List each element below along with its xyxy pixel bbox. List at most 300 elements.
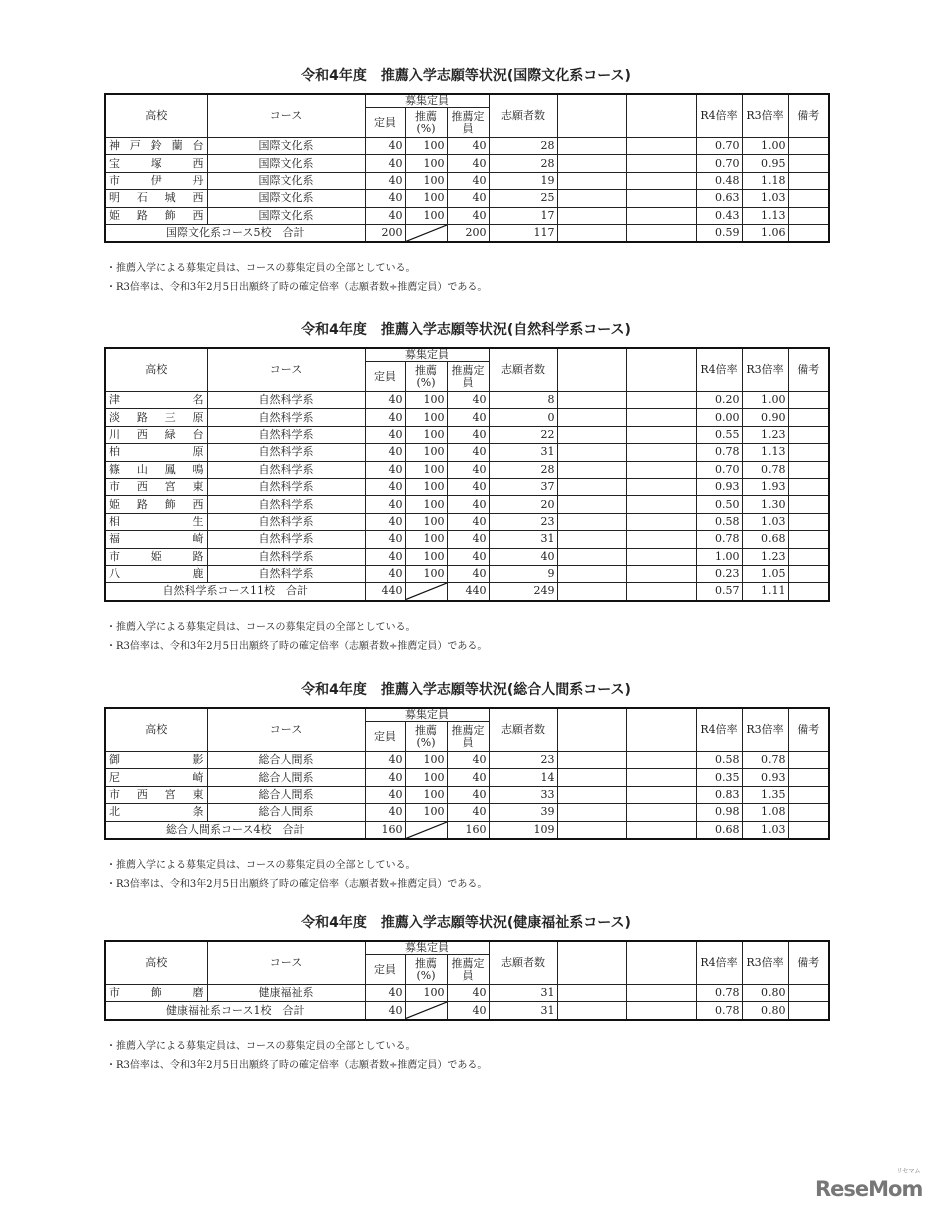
value-cell: 40 (365, 786, 405, 803)
notes-cell (788, 461, 829, 478)
course: 自然科学系 (207, 444, 365, 461)
blank-cell (557, 769, 626, 786)
table-row (105, 207, 829, 224)
value-cell: 100 (405, 392, 447, 409)
school-name-text: 福崎 (109, 532, 204, 546)
value-cell: 40 (365, 513, 405, 530)
value-cell: 100 (405, 531, 447, 548)
blank-cell (557, 531, 626, 548)
value-cell: 100 (405, 496, 447, 513)
header-suisen-teiin: 推薦定員 (447, 108, 489, 138)
total-label: 健康福祉系コース1校 合計 (105, 1002, 365, 1020)
r4-ratio: 0.58 (696, 752, 742, 769)
total-applicants: 31 (489, 1002, 557, 1020)
table-title: 令和4年度 推薦入学志願等状況(国際文化系コース) (301, 68, 631, 84)
r3-ratio: 0.68 (742, 531, 788, 548)
footnote: ・推薦入学による募集定員は、コースの募集定員の全部としている。 (106, 860, 416, 871)
table-row (105, 461, 829, 478)
notes-cell (788, 821, 829, 839)
table-row (105, 138, 829, 155)
school-name (105, 769, 207, 786)
value-cell: 100 (405, 478, 447, 495)
blank-cell (626, 496, 696, 513)
total-suisen-teiin: 200 (447, 224, 489, 242)
r3-ratio: 1.93 (742, 478, 788, 495)
header-boshu: 募集定員 (365, 941, 489, 955)
blank-cell (557, 786, 626, 803)
notes-cell (788, 444, 829, 461)
blank-cell (557, 565, 626, 582)
course: 国際文化系 (207, 138, 365, 155)
school-name (105, 804, 207, 821)
header-boshu: 募集定員 (365, 708, 489, 722)
value-cell: 40 (365, 804, 405, 821)
value-cell: 39 (489, 804, 557, 821)
blank-cell (557, 1002, 626, 1020)
blank-cell (626, 548, 696, 565)
total-row (105, 583, 829, 601)
r4-ratio: 0.48 (696, 172, 742, 189)
value-cell: 100 (405, 138, 447, 155)
footnote: ・R3倍率は、令和3年2月5日出願終了時の確定倍率（志願者数÷推薦定員）である。 (106, 1059, 488, 1071)
value-cell: 25 (489, 190, 557, 207)
school-name (105, 392, 207, 409)
notes-cell (788, 426, 829, 443)
notes-cell (788, 531, 829, 548)
school-name-text: 市姫路 (109, 549, 204, 563)
section-sogo (104, 682, 828, 890)
footnote: ・R3倍率は、令和3年2月5日出願終了時の確定倍率（志願者数÷推薦定員）である。 (106, 879, 488, 890)
blank-cell (626, 426, 696, 443)
notes-cell (788, 190, 829, 207)
r3-ratio: 0.90 (742, 409, 788, 426)
blank-cell (626, 392, 696, 409)
header-r4: R4倍率 (696, 94, 742, 138)
r3-ratio: 1.18 (742, 172, 788, 189)
blank-cell (557, 172, 626, 189)
r4-ratio: 0.70 (696, 155, 742, 172)
r3-ratio: 0.80 (742, 985, 788, 1002)
value-cell: 40 (365, 392, 405, 409)
notes-cell (788, 804, 829, 821)
notes-cell (788, 565, 829, 582)
value-cell: 40 (447, 207, 489, 224)
value-cell: 100 (405, 207, 447, 224)
r3-ratio: 1.03 (742, 190, 788, 207)
notes-cell (788, 496, 829, 513)
footnotes (106, 618, 487, 656)
value-cell: 40 (447, 769, 489, 786)
r3-ratio: 1.23 (742, 548, 788, 565)
school-name (105, 531, 207, 548)
school-name (105, 496, 207, 513)
value-cell: 40 (365, 190, 405, 207)
r3-ratio: 0.78 (742, 752, 788, 769)
course: 総合人間系 (207, 769, 365, 786)
application-table (104, 707, 830, 840)
value-cell: 20 (489, 496, 557, 513)
value-cell: 40 (365, 426, 405, 443)
blank-cell (557, 804, 626, 821)
blank-cell (557, 821, 626, 839)
r4-ratio: 0.98 (696, 804, 742, 821)
total-label: 総合人間系コース4校 合計 (105, 821, 365, 839)
course: 国際文化系 (207, 207, 365, 224)
table-title: 令和4年度 推薦入学志願等状況(自然科学系コース) (301, 322, 631, 338)
school-name-text: 市伊丹 (109, 173, 204, 187)
r4-ratio: 0.23 (696, 565, 742, 582)
course: 自然科学系 (207, 426, 365, 443)
header-boshu: 募集定員 (365, 94, 489, 108)
blank-cell (626, 461, 696, 478)
course: 自然科学系 (207, 409, 365, 426)
value-cell: 40 (447, 409, 489, 426)
header-r3: R3倍率 (742, 348, 788, 392)
value-cell: 40 (447, 478, 489, 495)
total-r3: 1.03 (742, 821, 788, 839)
value-cell: 40 (365, 207, 405, 224)
value-cell: 14 (489, 769, 557, 786)
footnotes (106, 1037, 487, 1075)
school-name (105, 190, 207, 207)
school-name (105, 426, 207, 443)
footnote: ・推薦入学による募集定員は、コースの募集定員の全部としている。 (106, 263, 416, 275)
school-name (105, 565, 207, 582)
blank-cell (557, 409, 626, 426)
value-cell: 100 (405, 752, 447, 769)
footnote: ・R3倍率は、令和3年2月5日出願終了時の確定倍率（志願者数÷推薦定員）である。 (106, 640, 488, 652)
value-cell: 40 (447, 531, 489, 548)
course: 自然科学系 (207, 392, 365, 409)
notes-cell (788, 548, 829, 565)
value-cell: 28 (489, 461, 557, 478)
diagonal-slash (405, 583, 447, 601)
footnotes (106, 856, 487, 894)
section-shizen (104, 322, 828, 652)
school-name-text: 八鹿 (109, 567, 204, 581)
total-r4: 0.59 (696, 224, 742, 242)
r4-ratio: 1.00 (696, 548, 742, 565)
watermark-text: ReseMom (815, 1177, 923, 1201)
course: 総合人間系 (207, 752, 365, 769)
value-cell: 100 (405, 786, 447, 803)
r3-ratio: 0.95 (742, 155, 788, 172)
table-row (105, 565, 829, 582)
value-cell: 40 (365, 496, 405, 513)
value-cell: 40 (447, 496, 489, 513)
blank-cell (557, 392, 626, 409)
header-r4: R4倍率 (696, 708, 742, 752)
blank-cell (557, 478, 626, 495)
value-cell: 100 (405, 190, 447, 207)
notes-cell (788, 172, 829, 189)
total-label: 自然科学系コース11校 合計 (105, 583, 365, 601)
value-cell: 31 (489, 531, 557, 548)
table-title: 令和4年度 推薦入学志願等状況(健康福祉系コース) (301, 915, 631, 931)
total-applicants: 117 (489, 224, 557, 242)
value-cell: 40 (447, 392, 489, 409)
table-row (105, 804, 829, 821)
school-name-text: 市西宮東 (109, 787, 204, 801)
diagonal-slash (405, 821, 447, 839)
header-teiin: 定員 (365, 108, 405, 138)
r3-ratio: 1.30 (742, 496, 788, 513)
table-row (105, 513, 829, 530)
value-cell: 100 (405, 426, 447, 443)
header-school: 高校 (105, 94, 207, 138)
header-r3: R3倍率 (742, 94, 788, 138)
blank-cell (626, 348, 696, 392)
blank-cell (626, 444, 696, 461)
notes-cell (788, 224, 829, 242)
blank-cell (626, 94, 696, 138)
value-cell: 100 (405, 565, 447, 582)
value-cell: 37 (489, 478, 557, 495)
r4-ratio: 0.70 (696, 138, 742, 155)
value-cell: 40 (447, 513, 489, 530)
school-name (105, 172, 207, 189)
diagonal-slash (405, 224, 447, 242)
blank-cell (557, 752, 626, 769)
course: 国際文化系 (207, 190, 365, 207)
notes-cell (788, 786, 829, 803)
table-row (105, 409, 829, 426)
school-name (105, 985, 207, 1002)
r4-ratio: 0.58 (696, 513, 742, 530)
blank-cell (557, 224, 626, 242)
table-title: 令和4年度 推薦入学志願等状況(総合人間系コース) (301, 682, 631, 698)
table-row (105, 190, 829, 207)
total-r4: 0.68 (696, 821, 742, 839)
total-r3: 0.80 (742, 1002, 788, 1020)
value-cell: 33 (489, 786, 557, 803)
value-cell: 31 (489, 444, 557, 461)
blank-cell (626, 172, 696, 189)
value-cell: 40 (447, 548, 489, 565)
school-name-text: 宝塚西 (109, 156, 204, 170)
value-cell: 100 (405, 513, 447, 530)
value-cell: 40 (447, 138, 489, 155)
header-applicants: 志願者数 (489, 708, 557, 752)
course: 総合人間系 (207, 804, 365, 821)
blank-cell (557, 985, 626, 1002)
header-suisen-pct: 推薦(%) (405, 955, 447, 985)
value-cell: 40 (447, 461, 489, 478)
value-cell: 40 (447, 786, 489, 803)
r3-ratio: 1.13 (742, 207, 788, 224)
header-r4: R4倍率 (696, 941, 742, 985)
school-name-text: 市西宮東 (109, 480, 204, 494)
r4-ratio: 0.63 (696, 190, 742, 207)
blank-cell (626, 565, 696, 582)
blank-cell (557, 548, 626, 565)
header-suisen-pct: 推薦(%) (405, 108, 447, 138)
notes-cell (788, 769, 829, 786)
blank-cell (557, 461, 626, 478)
blank-cell (557, 708, 626, 752)
footnote: ・R3倍率は、令和3年2月5日出願終了時の確定倍率（志願者数÷推薦定員）である。 (106, 282, 488, 294)
table-row (105, 478, 829, 495)
footnote: ・推薦入学による募集定員は、コースの募集定員の全部としている。 (106, 1040, 416, 1052)
r4-ratio: 0.93 (696, 478, 742, 495)
notes-cell (788, 207, 829, 224)
table-row (105, 172, 829, 189)
course: 自然科学系 (207, 513, 365, 530)
school-name (105, 461, 207, 478)
header-school: 高校 (105, 348, 207, 392)
application-table (104, 940, 830, 1021)
blank-cell (626, 1002, 696, 1020)
blank-cell (557, 583, 626, 601)
header-notes: 備考 (788, 94, 829, 138)
r4-ratio: 0.35 (696, 769, 742, 786)
r3-ratio: 1.08 (742, 804, 788, 821)
value-cell: 40 (365, 444, 405, 461)
blank-cell (557, 426, 626, 443)
header-notes: 備考 (788, 941, 829, 985)
notes-cell (788, 155, 829, 172)
r3-ratio: 0.93 (742, 769, 788, 786)
notes-cell (788, 752, 829, 769)
table-row (105, 752, 829, 769)
blank-cell (626, 138, 696, 155)
school-name-text: 津名 (109, 393, 204, 407)
school-name (105, 138, 207, 155)
header-course: コース (207, 708, 365, 752)
notes-cell (788, 138, 829, 155)
r3-ratio: 1.05 (742, 565, 788, 582)
school-name (105, 548, 207, 565)
r3-ratio: 0.78 (742, 461, 788, 478)
blank-cell (626, 752, 696, 769)
value-cell: 31 (489, 985, 557, 1002)
blank-cell (626, 821, 696, 839)
table-row (105, 155, 829, 172)
school-name (105, 409, 207, 426)
total-teiin: 40 (365, 1002, 405, 1020)
blank-cell (626, 804, 696, 821)
header-suisen-pct: 推薦(%) (405, 362, 447, 392)
value-cell: 40 (447, 190, 489, 207)
total-row (105, 1002, 829, 1020)
table-row (105, 769, 829, 786)
diagonal-slash (405, 1002, 447, 1020)
total-row (105, 821, 829, 839)
header-teiin: 定員 (365, 955, 405, 985)
value-cell: 100 (405, 461, 447, 478)
value-cell: 100 (405, 548, 447, 565)
value-cell: 40 (447, 155, 489, 172)
blank-cell (626, 708, 696, 752)
value-cell: 28 (489, 155, 557, 172)
value-cell: 40 (365, 531, 405, 548)
header-suisen-teiin: 推薦定員 (447, 722, 489, 752)
course: 自然科学系 (207, 531, 365, 548)
header-r3: R3倍率 (742, 941, 788, 985)
total-suisen-teiin: 160 (447, 821, 489, 839)
value-cell: 40 (365, 155, 405, 172)
notes-cell (788, 513, 829, 530)
blank-cell (557, 496, 626, 513)
school-name-text: 姫路飾西 (109, 208, 204, 222)
table-row (105, 392, 829, 409)
footnotes (106, 259, 487, 297)
value-cell: 23 (489, 513, 557, 530)
course: 国際文化系 (207, 155, 365, 172)
r4-ratio: 0.70 (696, 461, 742, 478)
school-name (105, 752, 207, 769)
table-row (105, 426, 829, 443)
school-name-text: 川西緑台 (109, 427, 204, 441)
r3-ratio: 1.35 (742, 786, 788, 803)
table-row (105, 786, 829, 803)
r3-ratio: 1.13 (742, 444, 788, 461)
value-cell: 40 (447, 172, 489, 189)
header-teiin: 定員 (365, 362, 405, 392)
notes-cell (788, 583, 829, 601)
value-cell: 100 (405, 155, 447, 172)
blank-cell (557, 155, 626, 172)
header-boshu: 募集定員 (365, 348, 489, 362)
header-course: コース (207, 941, 365, 985)
value-cell: 40 (447, 985, 489, 1002)
header-school: 高校 (105, 941, 207, 985)
total-label: 国際文化系コース5校 合計 (105, 224, 365, 242)
blank-cell (626, 155, 696, 172)
blank-cell (626, 769, 696, 786)
course: 自然科学系 (207, 461, 365, 478)
total-teiin: 160 (365, 821, 405, 839)
value-cell: 19 (489, 172, 557, 189)
value-cell: 100 (405, 172, 447, 189)
notes-cell (788, 392, 829, 409)
blank-cell (557, 348, 626, 392)
total-teiin: 200 (365, 224, 405, 242)
header-teiin: 定員 (365, 722, 405, 752)
application-table (104, 347, 830, 602)
school-name-text: 篠山鳳鳴 (109, 462, 204, 476)
header-applicants: 志願者数 (489, 941, 557, 985)
blank-cell (626, 409, 696, 426)
course: 自然科学系 (207, 565, 365, 582)
value-cell: 100 (405, 769, 447, 786)
course: 自然科学系 (207, 548, 365, 565)
school-name-text: 神戸鈴蘭台 (109, 139, 204, 153)
header-notes: 備考 (788, 708, 829, 752)
total-r4: 0.57 (696, 583, 742, 601)
course: 自然科学系 (207, 478, 365, 495)
total-suisen-teiin: 440 (447, 583, 489, 601)
value-cell: 40 (365, 769, 405, 786)
course: 総合人間系 (207, 786, 365, 803)
blank-cell (626, 985, 696, 1002)
total-applicants: 109 (489, 821, 557, 839)
value-cell: 40 (365, 461, 405, 478)
value-cell: 40 (365, 985, 405, 1002)
notes-cell (788, 409, 829, 426)
school-name (105, 478, 207, 495)
school-name-text: 柏原 (109, 445, 204, 459)
table-row (105, 496, 829, 513)
header-applicants: 志願者数 (489, 348, 557, 392)
value-cell: 40 (447, 426, 489, 443)
header-suisen-teiin: 推薦定員 (447, 955, 489, 985)
table-row (105, 985, 829, 1002)
blank-cell (626, 531, 696, 548)
blank-cell (626, 786, 696, 803)
school-name (105, 786, 207, 803)
value-cell: 17 (489, 207, 557, 224)
